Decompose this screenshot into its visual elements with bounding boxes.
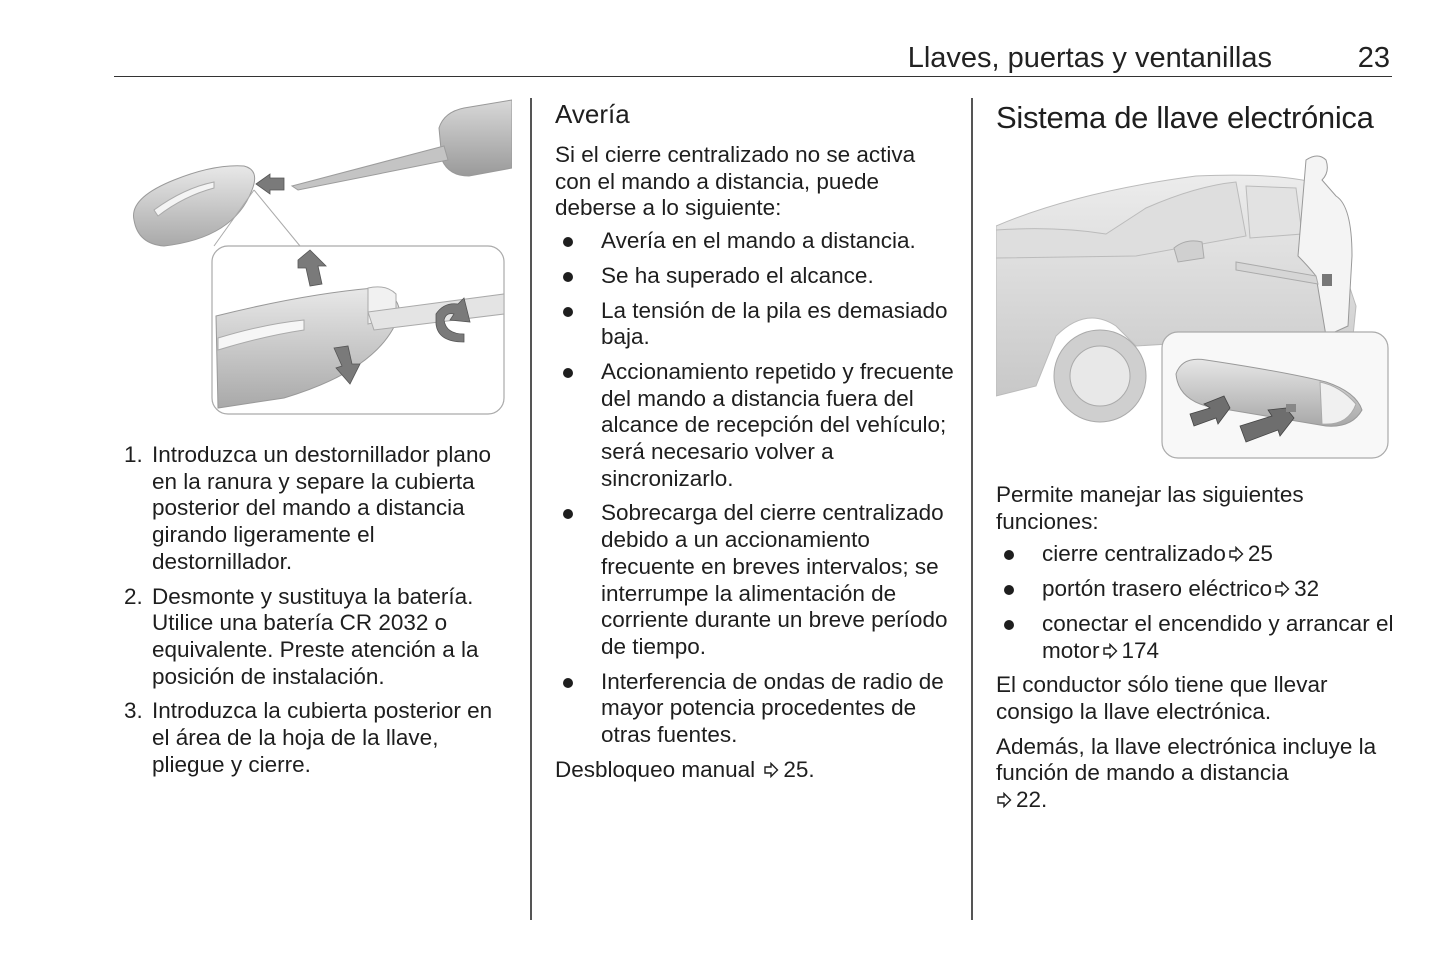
step-text: Desmonte y sustituya la batería. Utilice una batería CR 2032 o equivalente. Preste atención a la posición de instalación. <box>152 583 479 689</box>
cross-reference-arrow-icon <box>1102 643 1118 659</box>
remote-key-figure <box>114 98 512 420</box>
step-item <box>114 698 514 778</box>
section-heading-averia: Avería <box>555 99 630 129</box>
step-number: 2. <box>124 583 143 609</box>
step-number: 1. <box>124 442 143 467</box>
reference-page: 22. <box>1016 787 1048 813</box>
list-item[interactable] <box>996 541 1396 568</box>
column-malfunction <box>555 96 955 783</box>
car-door-handle-illustration-icon <box>996 146 1390 462</box>
section-heading-electronic-key: Sistema de llave electrónica <box>996 100 1374 135</box>
manual-unlock-reference[interactable] <box>555 757 955 784</box>
bullet-icon <box>563 307 573 317</box>
list-item-text: Se ha superado el alcance. <box>601 262 874 288</box>
step-text: Introduzca la cubierta posterior en el área de la hoja de la llave, pliegue y cierre. <box>152 698 493 777</box>
list-item-text: Accionamiento repetido y frecuente del mando a distancia fuera del alcance de recepción del vehículo; será necesario volver a sincronizarlo. <box>601 358 954 491</box>
remote-key-illustration-icon <box>114 98 512 420</box>
cross-reference-arrow-icon <box>763 762 779 778</box>
column-electronic-key-system <box>996 96 1396 814</box>
list-item-text: portón trasero eléctrico <box>1042 576 1273 602</box>
list-item <box>555 500 955 660</box>
list-item[interactable] <box>996 576 1396 603</box>
reference-page: 25 <box>1247 541 1273 567</box>
list-item-text: Avería en el mando a distancia. <box>601 228 916 254</box>
list-item-text: La tensión de la pila es demasiado baja. <box>601 297 948 350</box>
page-number: 23 <box>1357 42 1390 74</box>
paragraph-text: Además, la llave electrónica incluye la función de mando a distancia <box>996 733 1377 786</box>
column-battery-replacement <box>114 96 514 786</box>
list-item <box>555 228 955 255</box>
list-item <box>555 263 955 290</box>
list-item-text: Interferencia de ondas de radio de mayor potencia procedentes de otras fuentes. <box>601 668 944 748</box>
step-number: 3. <box>124 698 143 724</box>
list-item-text: conectar el encendido y arrancar el motor <box>1042 610 1394 663</box>
bullet-icon <box>563 237 573 247</box>
cross-reference-arrow-icon <box>996 792 1012 808</box>
bullet-icon <box>1004 585 1014 595</box>
malfunction-intro: Si el cierre centralizado no se activa con el mando a distancia, puede deberse a lo siguiente: <box>555 142 916 221</box>
column-divider <box>530 98 532 920</box>
step-item <box>114 442 514 576</box>
list-item <box>555 298 955 351</box>
bullet-icon <box>1004 550 1014 560</box>
remote-function-text[interactable] <box>996 734 1396 814</box>
list-item <box>555 359 955 493</box>
step-text: Introduzca un destornillador plano en la ranura y separe la cubierta posterior del mando a distancia girando ligeramente el destornillador. <box>152 442 491 574</box>
cross-reference-arrow-icon <box>1228 546 1244 562</box>
list-item-text: cierre centralizado <box>1042 541 1226 567</box>
list-item <box>555 669 955 749</box>
step-item <box>114 584 514 691</box>
list-item[interactable] <box>996 611 1396 664</box>
reference-text: Desbloqueo manual <box>555 756 756 782</box>
malfunction-causes-list <box>555 228 955 749</box>
bullet-icon <box>563 368 573 378</box>
bullet-icon <box>1004 620 1014 630</box>
driver-carry-key-text: El conductor sólo tiene que llevar consigo la llave electrónica. <box>996 672 1328 724</box>
electronic-key-figure <box>996 146 1390 462</box>
cross-reference-arrow-icon <box>1274 581 1290 597</box>
functions-list <box>996 541 1396 664</box>
reference-page: 25. <box>783 756 815 782</box>
reference-page: 32 <box>1294 576 1320 602</box>
section-title: Llaves, puertas y ventanillas <box>907 42 1272 74</box>
bullet-icon <box>563 678 573 688</box>
reference-page: 174 <box>1121 637 1160 663</box>
page-header <box>114 40 1392 77</box>
bullet-icon <box>563 272 573 282</box>
battery-steps-list <box>114 442 514 778</box>
list-item-text: Sobrecarga del cierre centralizado debido a un accionamiento frecuente en breves intervalos; se interrumpe la alimentación de corriente durante un breve período de tiempo. <box>601 500 948 659</box>
column-divider <box>971 98 973 920</box>
functions-intro: Permite manejar las siguientes funciones: <box>996 482 1304 534</box>
bullet-icon <box>563 509 573 519</box>
